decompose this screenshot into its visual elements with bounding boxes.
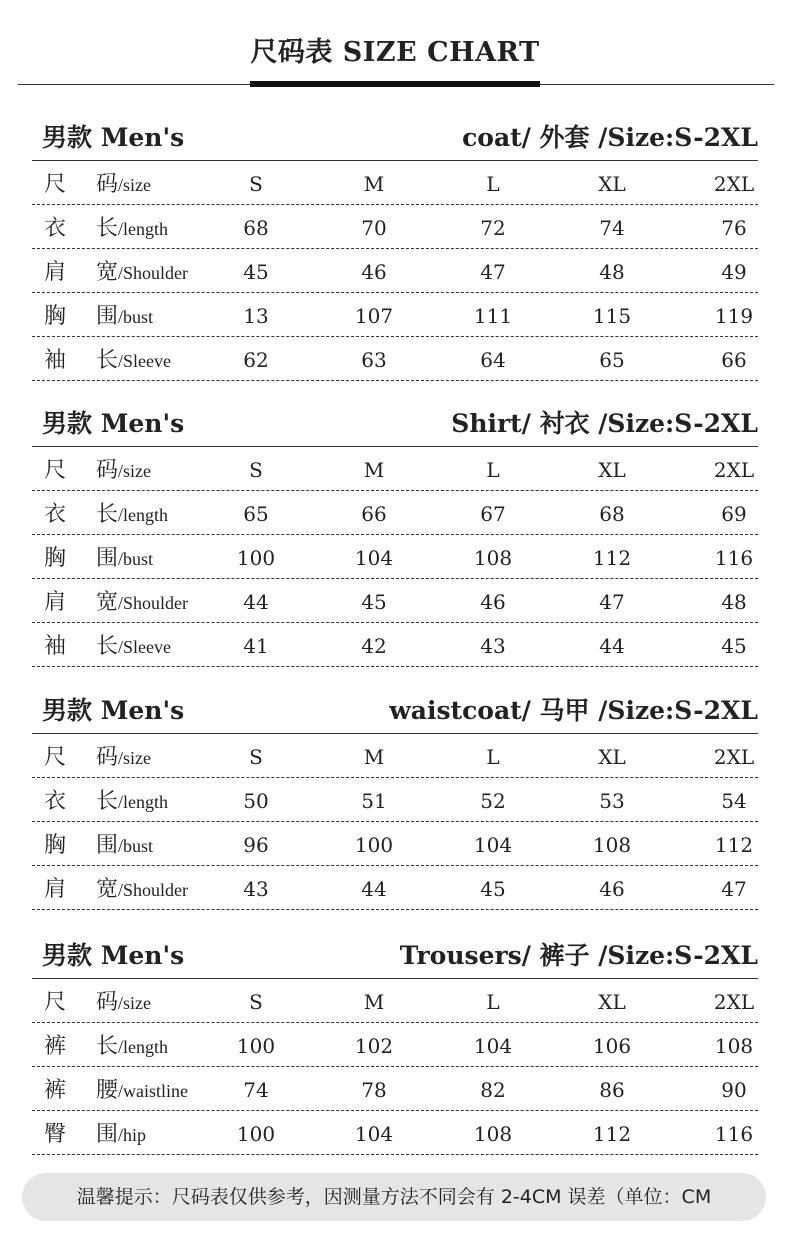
row-label-zh2: 长 (96, 634, 119, 659)
cell-l: 43 (480, 634, 506, 658)
size-table-trousers (32, 934, 758, 1155)
cell-m: 107 (354, 304, 394, 328)
cell-m: 104 (354, 1122, 394, 1146)
cell-m: 44 (361, 877, 387, 901)
cell-xl: 46 (599, 877, 625, 901)
cell-s: 100 (236, 1034, 276, 1058)
table-row (32, 535, 758, 579)
row-label-zh2: 腰 (96, 1078, 119, 1103)
row-label (44, 249, 188, 292)
section-garment-label: waistcoat/ 马甲 /Size:S-2XL (389, 696, 758, 725)
size-table-coat (32, 116, 758, 381)
row-label-en: /length (118, 1037, 169, 1057)
row-label-en: /size (118, 175, 152, 195)
cell-l: L (486, 745, 500, 769)
row-label-en: /waistline (118, 1081, 189, 1101)
row-label-zh1: 臀 (44, 1122, 67, 1147)
cell-xl: 53 (599, 789, 625, 813)
row-label (44, 734, 151, 777)
row-label-zh2: 围 (96, 546, 119, 571)
row-label-zh1: 胸 (44, 833, 67, 858)
cell-xl: 65 (599, 348, 625, 372)
cell-xl: 86 (599, 1078, 625, 1102)
cell-xl: 48 (599, 260, 625, 284)
cell-s: 100 (236, 546, 276, 570)
row-label (44, 579, 188, 622)
cell-xl: 108 (592, 833, 632, 857)
cell-s: S (249, 172, 263, 196)
row-label (44, 1067, 188, 1110)
section-gender-label: 男款 Men's (42, 941, 185, 970)
table-row (32, 161, 758, 205)
row-label-zh1: 尺 (44, 458, 67, 483)
cell-m: M (363, 745, 385, 769)
cell-s: 41 (243, 634, 269, 658)
cell-l: 46 (480, 590, 506, 614)
row-label-zh2: 宽 (96, 590, 119, 615)
cell-2xl: 76 (721, 216, 747, 240)
row-label-zh2: 长 (96, 789, 119, 814)
cell-l: 47 (480, 260, 506, 284)
cell-s: 100 (236, 1122, 276, 1146)
cell-xl: 44 (599, 634, 625, 658)
section-gender-label: 男款 Men's (42, 696, 185, 725)
cell-m: 63 (361, 348, 387, 372)
cell-l: 72 (480, 216, 506, 240)
row-label (44, 337, 171, 380)
row-label-en: /length (118, 792, 169, 812)
row-label-en: /Sleeve (118, 351, 171, 371)
cell-xl: XL (598, 458, 626, 482)
section-header (32, 689, 758, 734)
row-label (44, 979, 151, 1022)
section-gender-label: 男款 Men's (42, 123, 185, 152)
section-garment-label: Trousers/ 裤子 /Size:S-2XL (399, 941, 758, 970)
cell-2xl: 66 (721, 348, 747, 372)
row-label-en: /Shoulder (118, 880, 189, 900)
row-label-en: /size (118, 993, 152, 1013)
cell-2xl: 45 (721, 634, 747, 658)
row-label-en: /bust (118, 307, 154, 327)
row-label-zh2: 长 (96, 348, 119, 373)
cell-l: L (486, 990, 500, 1014)
cell-m: M (363, 990, 385, 1014)
table-row (32, 337, 758, 381)
cell-2xl: 48 (721, 590, 747, 614)
row-label-zh2: 宽 (96, 877, 119, 902)
cell-s: 96 (243, 833, 269, 857)
cell-2xl: 2XL (713, 990, 755, 1014)
cell-m: M (363, 458, 385, 482)
row-label-zh2: 码 (96, 172, 119, 197)
row-label (44, 866, 188, 909)
page-title: 尺码表 SIZE CHART (250, 37, 540, 68)
row-label-en: /size (118, 461, 152, 481)
cell-2xl: 108 (714, 1034, 754, 1058)
table-row (32, 979, 758, 1023)
row-label (44, 623, 171, 666)
cell-xl: 115 (592, 304, 632, 328)
cell-xl: 68 (599, 502, 625, 526)
row-label (44, 1111, 146, 1154)
row-label-en: /length (118, 505, 169, 525)
cell-l: 45 (480, 877, 506, 901)
cell-m: M (363, 172, 385, 196)
cell-xl: 112 (592, 546, 632, 570)
row-label-zh2: 码 (96, 990, 119, 1015)
cell-l: 104 (473, 833, 513, 857)
title-accent-bar (250, 81, 540, 87)
measurement-note: 温馨提示：尺码表仅供参考，因测量方法不同会有 2-4CM 误差（单位：CM (22, 1173, 766, 1221)
cell-s: S (249, 745, 263, 769)
cell-l: 82 (480, 1078, 506, 1102)
cell-s: 13 (243, 304, 269, 328)
table-row (32, 249, 758, 293)
row-label-zh1: 肩 (44, 590, 67, 615)
cell-2xl: 49 (721, 260, 747, 284)
cell-s: 50 (243, 789, 269, 813)
cell-2xl: 119 (714, 304, 754, 328)
cell-s: S (249, 990, 263, 1014)
row-label (44, 205, 168, 248)
row-label-en: /size (118, 748, 152, 768)
table-row (32, 447, 758, 491)
row-label-zh1: 衣 (44, 789, 67, 814)
cell-xl: XL (598, 172, 626, 196)
row-label (44, 491, 168, 534)
section-header (32, 934, 758, 979)
row-label-zh1: 肩 (44, 877, 67, 902)
cell-s: 68 (243, 216, 269, 240)
row-label-zh2: 码 (96, 458, 119, 483)
row-label (44, 293, 153, 336)
row-label-zh2: 长 (96, 502, 119, 527)
cell-s: 44 (243, 590, 269, 614)
row-label-zh1: 裤 (44, 1034, 67, 1059)
cell-s: 65 (243, 502, 269, 526)
cell-m: 51 (361, 789, 387, 813)
row-label-zh2: 码 (96, 745, 119, 770)
cell-xl: 112 (592, 1122, 632, 1146)
cell-m: 100 (354, 833, 394, 857)
row-label-zh1: 裤 (44, 1078, 67, 1103)
cell-s: 43 (243, 877, 269, 901)
cell-l: 108 (473, 546, 513, 570)
row-label-zh2: 宽 (96, 260, 119, 285)
row-label-en: /bust (118, 549, 154, 569)
row-label-zh1: 袖 (44, 348, 67, 373)
row-label (44, 535, 153, 578)
cell-l: 108 (473, 1122, 513, 1146)
cell-2xl: 90 (721, 1078, 747, 1102)
row-label-zh1: 肩 (44, 260, 67, 285)
table-row (32, 1111, 758, 1155)
row-label-en: /Shoulder (118, 263, 189, 283)
table-row (32, 1023, 758, 1067)
table-row (32, 822, 758, 866)
cell-m: 46 (361, 260, 387, 284)
cell-2xl: 116 (714, 546, 754, 570)
cell-2xl: 2XL (713, 745, 755, 769)
cell-s: S (249, 458, 263, 482)
section-header (32, 402, 758, 447)
row-label-zh2: 围 (96, 833, 119, 858)
cell-l: 64 (480, 348, 506, 372)
cell-m: 104 (354, 546, 394, 570)
row-label-zh2: 围 (96, 304, 119, 329)
row-label-zh2: 长 (96, 1034, 119, 1059)
row-label-zh1: 尺 (44, 172, 67, 197)
cell-m: 102 (354, 1034, 394, 1058)
row-label-zh2: 围 (96, 1122, 119, 1147)
cell-m: 42 (361, 634, 387, 658)
section-header (32, 116, 758, 161)
cell-2xl: 54 (721, 789, 747, 813)
cell-2xl: 2XL (713, 458, 755, 482)
cell-xl: 74 (599, 216, 625, 240)
table-row (32, 1067, 758, 1111)
row-label-zh1: 衣 (44, 502, 67, 527)
row-label-en: /Sleeve (118, 637, 171, 657)
row-label-en: /bust (118, 836, 154, 856)
table-row (32, 491, 758, 535)
row-label-zh1: 衣 (44, 216, 67, 241)
cell-l: 67 (480, 502, 506, 526)
cell-m: 66 (361, 502, 387, 526)
row-label (44, 822, 153, 865)
row-label (44, 778, 168, 821)
cell-2xl: 47 (721, 877, 747, 901)
cell-l: 52 (480, 789, 506, 813)
cell-l: 111 (473, 304, 513, 328)
row-label (44, 447, 151, 490)
cell-xl: XL (598, 745, 626, 769)
size-table-shirt (32, 402, 758, 667)
cell-xl: 106 (592, 1034, 632, 1058)
row-label-zh1: 胸 (44, 546, 67, 571)
cell-xl: XL (598, 990, 626, 1014)
cell-m: 78 (361, 1078, 387, 1102)
section-gender-label: 男款 Men's (42, 409, 185, 438)
table-row (32, 866, 758, 910)
row-label-zh1: 胸 (44, 304, 67, 329)
size-table-waistcoat (32, 689, 758, 910)
row-label-zh1: 尺 (44, 990, 67, 1015)
cell-2xl: 2XL (713, 172, 755, 196)
cell-m: 70 (361, 216, 387, 240)
row-label-zh1: 袖 (44, 634, 67, 659)
table-row (32, 778, 758, 822)
section-garment-label: coat/ 外套 /Size:S-2XL (462, 123, 758, 152)
cell-2xl: 69 (721, 502, 747, 526)
cell-s: 74 (243, 1078, 269, 1102)
row-label (44, 161, 151, 204)
row-label-zh2: 长 (96, 216, 119, 241)
cell-xl: 47 (599, 590, 625, 614)
cell-l: L (486, 458, 500, 482)
row-label-en: /Shoulder (118, 593, 189, 613)
row-label (44, 1023, 168, 1066)
cell-l: L (486, 172, 500, 196)
cell-m: 45 (361, 590, 387, 614)
table-row (32, 579, 758, 623)
row-label-zh1: 尺 (44, 745, 67, 770)
cell-2xl: 112 (714, 833, 754, 857)
row-label-en: /length (118, 219, 169, 239)
cell-s: 45 (243, 260, 269, 284)
section-garment-label: Shirt/ 衬衣 /Size:S-2XL (451, 409, 758, 438)
row-label-en: /hip (118, 1125, 147, 1145)
cell-s: 62 (243, 348, 269, 372)
table-row (32, 293, 758, 337)
cell-l: 104 (473, 1034, 513, 1058)
table-row (32, 734, 758, 778)
cell-2xl: 116 (714, 1122, 754, 1146)
table-row (32, 205, 758, 249)
table-row (32, 623, 758, 667)
